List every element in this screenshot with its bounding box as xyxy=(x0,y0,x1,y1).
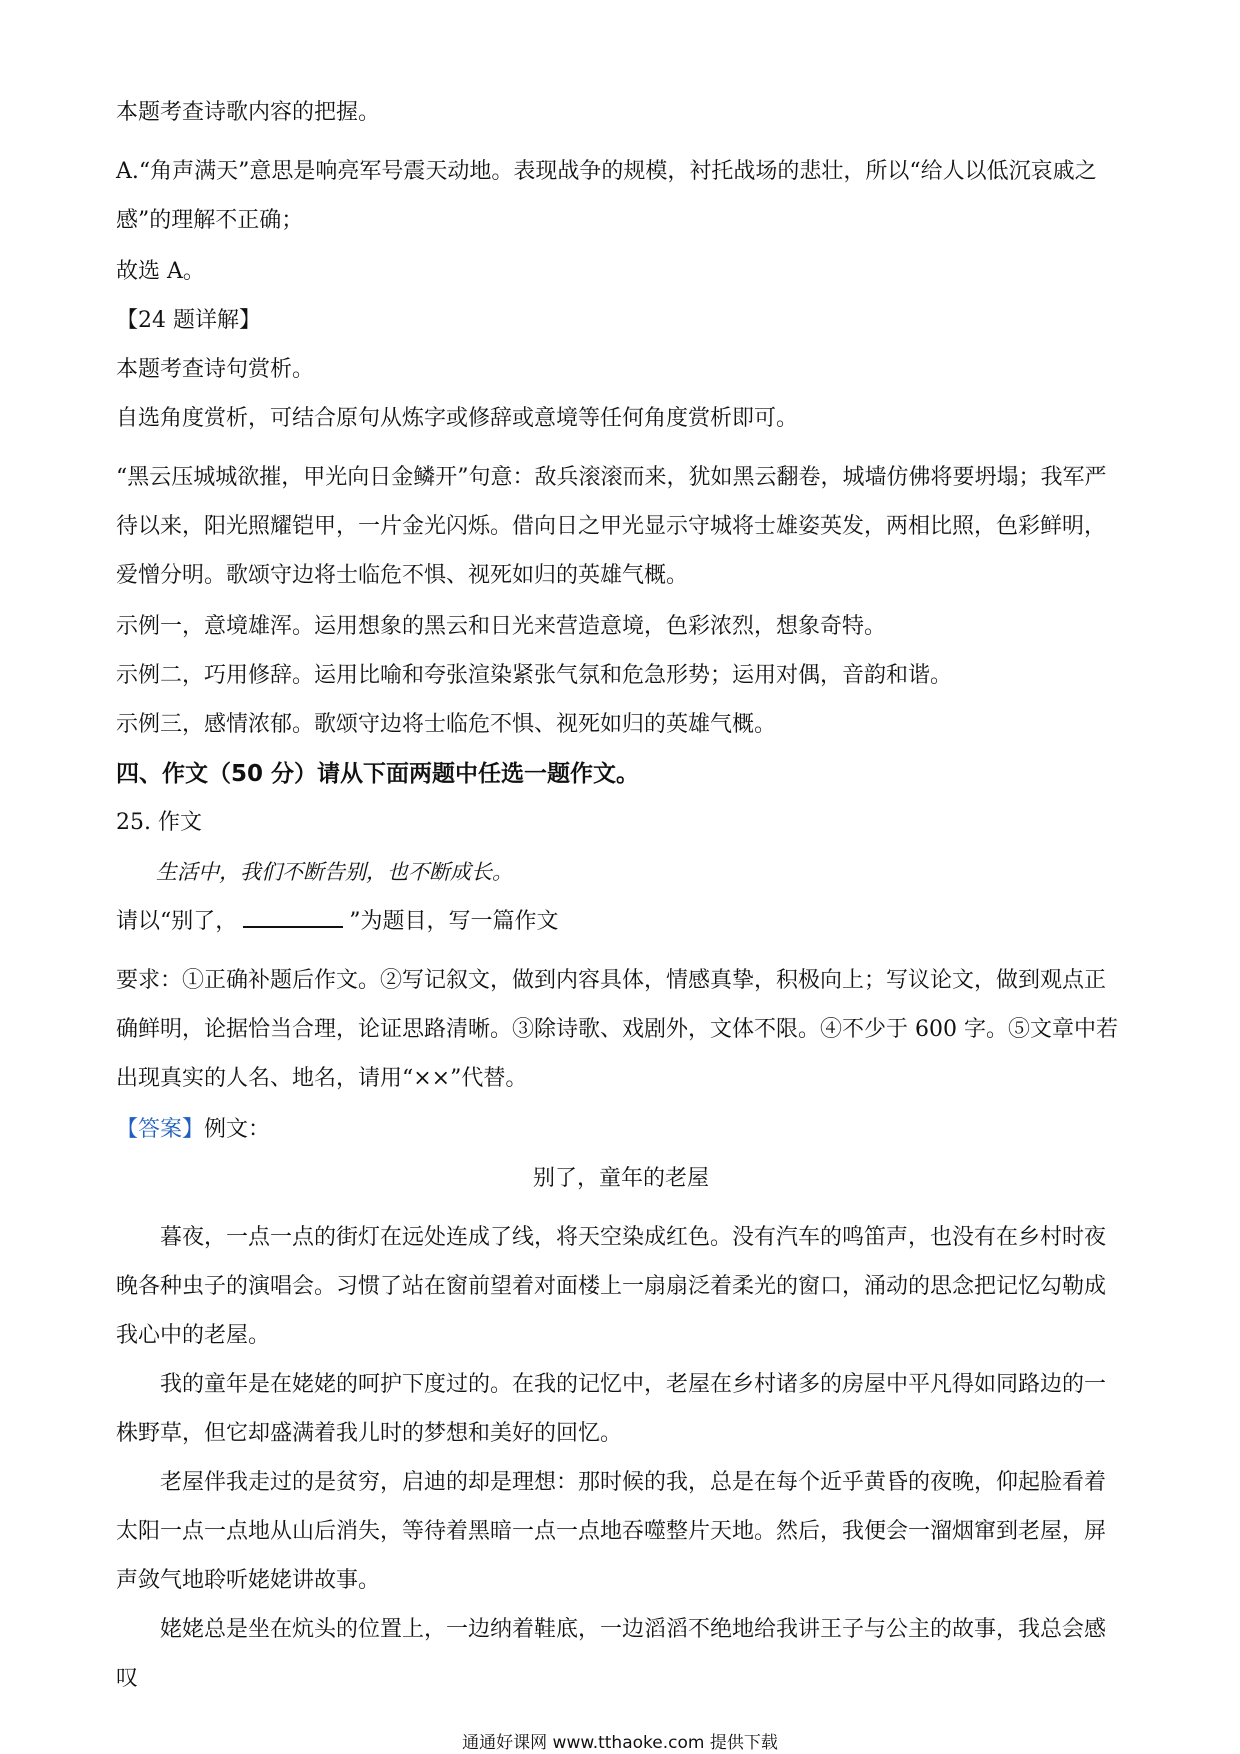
title-instruction-start: 请以“别了， xyxy=(116,909,238,934)
essay-paragraph: 暮夜，一点一点的街灯在远处连成了线，将天空染成红色。没有汽车的鸣笛声，也没有在乡村时夜晚各种虫子的演唱会。习惯了站在窗前望着对面楼上一扇扇泛着柔光的窗口，涌动的思念把记忆勾勒成我心中的老屋。 xyxy=(116,1225,1107,1348)
text-paragraph: A.“角声满天”意思是响亮军号震天动地。表现战争的规模，衬托战场的悲壮，所以“给人以低沉哀戚之感”的理解不正确； xyxy=(116,159,1097,233)
title-instruction xyxy=(116,906,1126,937)
title-instruction-end: ”为题目，写一篇作文 xyxy=(349,909,559,934)
fill-blank xyxy=(243,906,343,928)
section-label: 【24 题详解】 xyxy=(116,308,261,333)
page-footer: 通通好课网 www.tthaoke.com 提供下载 xyxy=(462,1733,778,1753)
text-line: 本题考查诗歌内容的把握。 xyxy=(116,100,381,125)
requirements-paragraph: 要求：①正确补题后作文。②写记叙文，做到内容具体，情感真挚，积极向上；写议论文，做到观点正确鲜明，论据恰当合理，论证思路清晰。③除诗歌、戏剧外，文体不限。④不少于 600 字。⑤文章中若出现真实的人名、地名，请用“××”代替。 xyxy=(116,968,1118,1091)
text-line: 自选角度赏析，可结合原句从炼字或修辞或意境等任何角度赏析即可。 xyxy=(116,406,799,431)
answer-tag: 【答案】 xyxy=(116,1117,205,1142)
answer-label: 例文： xyxy=(204,1117,271,1142)
text-line: 故选 A。 xyxy=(116,259,205,284)
text-paragraph: “黑云压城城欲摧，甲光向日金鳞开”句意：敌兵滚滚而来，犹如黑云翻卷，城墙仿佛将要坍塌；我军严待以来，阳光照耀铠甲，一片金光闪烁。借向日之甲光显示守城将士雄姿英发，两相比照，色彩鲜明，爱憎分明。歌颂守边将士临危不惧、视死如归的英雄气概。 xyxy=(116,465,1107,588)
essay-title: 别了，童年的老屋 xyxy=(532,1166,709,1191)
example-line: 示例三，感情浓郁。歌颂守边将士临危不惧、视死如归的英雄气概。 xyxy=(116,712,777,737)
question-number: 25. 作文 xyxy=(116,810,202,835)
answer-line xyxy=(116,1115,1126,1145)
section-heading: 四、作文（50 分）请从下面两题中任选一题作文。 xyxy=(116,761,640,787)
essay-paragraph: 老屋伴我走过的是贫穷，启迪的却是理想：那时候的我，总是在每个近乎黄昏的夜晚，仰起脸看着太阳一点一点地从山后消失，等待着黑暗一点一点地吞噬整片天地。然后，我便会一溜烟窜到老屋，屏声敛气地聆听姥姥讲故事。 xyxy=(116,1470,1107,1593)
essay-paragraph: 我的童年是在姥姥的呵护下度过的。在我的记忆中，老屋在乡村诸多的房屋中平凡得如同路边的一株野草，但它却盛满着我儿时的梦想和美好的回忆。 xyxy=(116,1372,1107,1446)
example-line: 示例一，意境雄浑。运用想象的黑云和日光来营造意境，色彩浓烈，想象奇特。 xyxy=(116,614,887,639)
example-line: 示例二，巧用修辞。运用比喻和夸张渲染紧张气氛和危急形势；运用对偶，音韵和谐。 xyxy=(116,663,953,688)
text-line: 本题考查诗句赏析。 xyxy=(116,357,315,382)
document-page xyxy=(116,98,1126,1703)
essay-paragraph: 姥姥总是坐在炕头的位置上，一边纳着鞋底，一边滔滔不绝地给我讲王子与公主的故事，我总会感叹 xyxy=(116,1617,1107,1691)
prompt-text: 生活中，我们不断告别，也不断成长。 xyxy=(156,860,513,884)
